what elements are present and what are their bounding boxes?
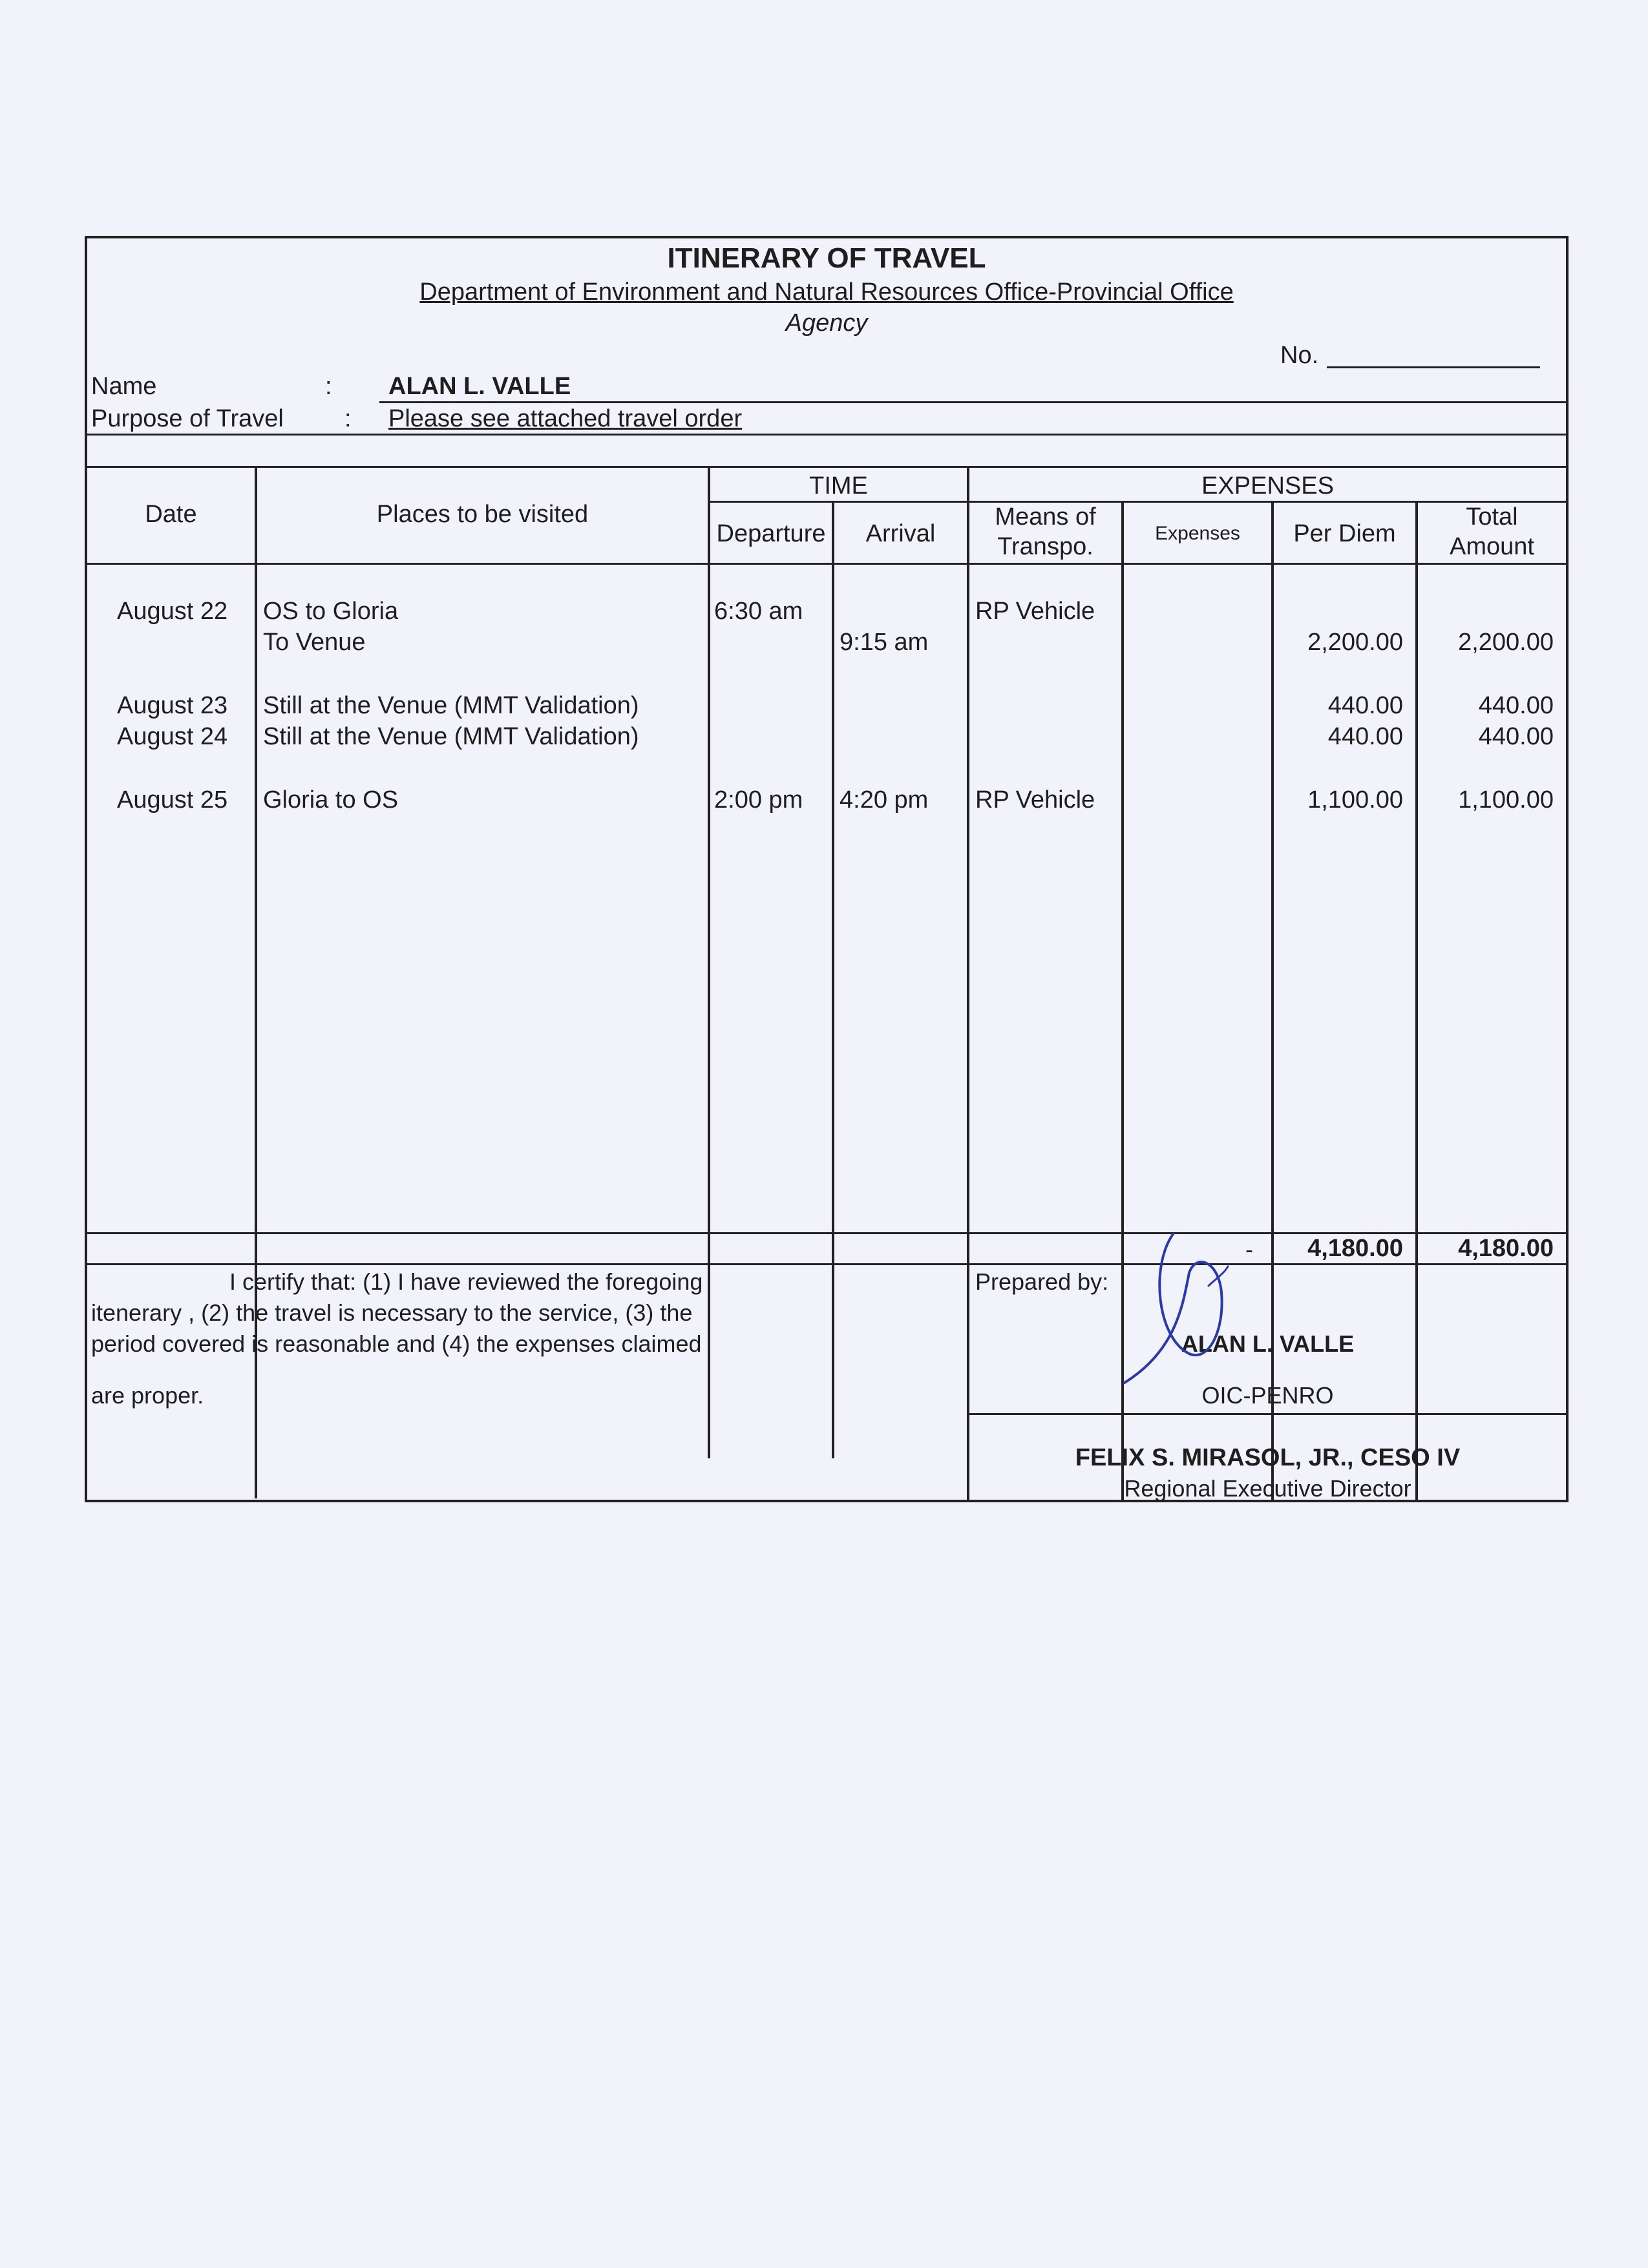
header-mid-rule [708,501,1566,503]
purpose-colon: : [344,405,352,432]
col-header-arrival: Arrival [865,520,936,547]
preparer-name: ALAN L. VALLE [1181,1330,1355,1357]
row-date: August 25 [117,786,228,814]
total-amount: 4,180.00 [1458,1235,1554,1262]
row-per-diem: 1,100.00 [1307,786,1403,814]
certification-line1: I certify that: (1) I have reviewed the foregoing [229,1268,703,1295]
row-place: OS to Gloria [263,598,399,625]
row-total: 440.00 [1478,723,1554,750]
row-date: August 24 [117,723,228,750]
row-place: To Venue [263,629,366,656]
header-bottom-rule [87,563,1566,565]
row-place: Gloria to OS [263,786,399,814]
form-title: ITINERARY OF TRAVEL [667,242,986,274]
certification-line4: are proper. [91,1382,204,1409]
col-header-departure: Departure [716,520,826,547]
row-per-diem: 440.00 [1327,692,1403,719]
certification-line3: period covered is reasonable and (4) the expenses claimed [91,1330,702,1357]
agency-label: Agency [785,310,868,337]
row-total: 440.00 [1478,692,1554,719]
no-field-line [1327,366,1540,368]
row-place: Still at the Venue (MMT Validation) [263,692,639,719]
row-place: Still at the Venue (MMT Validation) [263,723,639,750]
total-expenses: - [1245,1236,1253,1263]
col-header-time: TIME [809,472,868,499]
name-value: ALAN L. VALLE [388,373,571,400]
row-total: 1,100.00 [1458,786,1554,814]
row-date: August 22 [117,598,228,625]
col-line-departure [832,501,834,1458]
totals-bottom-rule [87,1263,1566,1265]
row-per-diem: 2,200.00 [1307,629,1403,656]
name-label: Name [91,373,157,400]
col-header-total-line1: Total [1466,503,1518,530]
row-date: August 23 [117,692,228,719]
col-header-places: Places to be visited [376,501,589,528]
approver-title: Regional Executive Director [1124,1475,1411,1502]
certification-line2: itenerary , (2) the travel is necessary to the service, (3) the [91,1299,693,1326]
purpose-value: Please see attached travel order [388,405,743,432]
name-colon: : [325,373,332,400]
col-header-total-line2: Amount [1450,533,1534,560]
name-underline [379,401,1566,403]
col-header-expenses: Expenses [1155,523,1240,544]
col-header-date: Date [145,501,197,528]
row-means: RP Vehicle [975,786,1095,814]
purpose-label: Purpose of Travel [91,405,284,432]
row-arrival: 4:20 pm [840,786,929,814]
col-line-places [708,466,710,1458]
col-header-means-line2: Transpo. [997,533,1093,560]
totals-top-rule [87,1232,1566,1234]
agency-name: Department of Environment and Natural Resources Office-Provincial Office [419,278,1234,306]
purpose-rule [87,434,1566,436]
row-departure: 2:00 pm [714,786,803,814]
row-per-diem: 440.00 [1327,723,1403,750]
col-header-expenses-group: EXPENSES [1201,472,1334,499]
signatory-divider [967,1413,1566,1415]
preparer-title: OIC-PENRO [1201,1382,1334,1409]
no-label: No. [1280,342,1319,369]
table-top-rule [87,466,1566,468]
prepared-by-label: Prepared by: [975,1268,1109,1295]
row-total: 2,200.00 [1458,629,1554,656]
itinerary-form [85,236,1569,1502]
col-header-per-diem: Per Diem [1293,520,1396,547]
handwritten-signature [1112,1215,1325,1409]
approver-name: FELIX S. MIRASOL, JR., CESO IV [1075,1444,1461,1471]
row-departure: 6:30 am [714,598,803,625]
total-per-diem: 4,180.00 [1307,1235,1403,1262]
row-arrival: 9:15 am [840,629,929,656]
col-header-means-line1: Means of [995,503,1096,530]
row-means: RP Vehicle [975,598,1095,625]
